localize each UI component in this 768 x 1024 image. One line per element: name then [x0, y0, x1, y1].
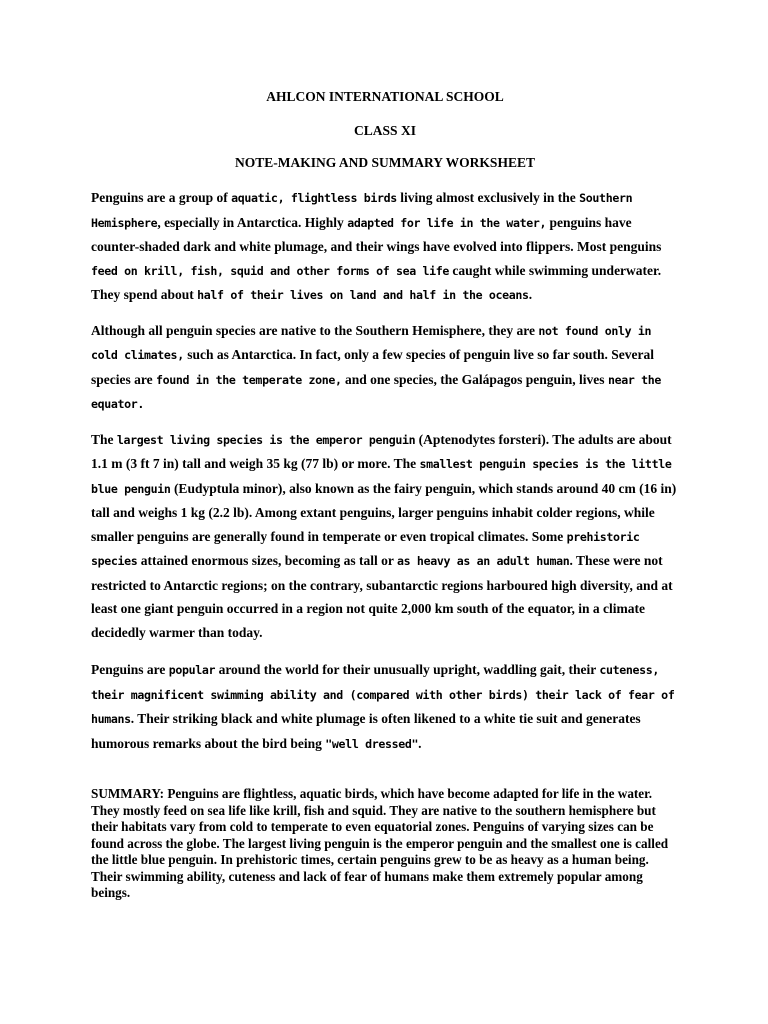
paragraph-distribution	[91, 319, 679, 417]
highlighted-phrase: adapted for life in the water,	[347, 215, 547, 230]
body-text: and one species, the Galápagos penguin, lives	[341, 371, 608, 387]
highlighted-phrase: "well dressed"	[325, 736, 419, 751]
highlighted-phrase: aquatic, flightless birds	[231, 191, 397, 205]
body-text: attained enormous sizes, becoming as tall or	[137, 553, 398, 568]
highlighted-phrase: feed on krill, fish, squid and other forms of sea life	[91, 263, 450, 278]
body-text: (Eudyptula minor), also known as the fairy penguin, which stands around 40 cm (16 in) tall and weighs 1 kg (2.2 lb). Among extant penguins, larger penguins inhabit colder regions, while smaller penguins are generally found in temperate or even tropical climates. Some	[91, 480, 677, 544]
body-text: . These were not restricted to Antarctic regions; on the contrary, subantarctic regions harboured high diversity, and at least one giant penguin occurred in a region not quite 2,000 km south of the equator, in a climate decidedly warmer than today.	[91, 553, 673, 640]
paragraph-popularity	[91, 658, 679, 756]
paragraph-diet-habitat	[91, 186, 679, 308]
worksheet-page	[91, 88, 679, 902]
highlighted-phrase: popular	[168, 663, 216, 677]
body-text: Penguins are	[91, 662, 169, 677]
body-text: caught while swimming underwater. They spend about	[91, 262, 662, 302]
highlighted-phrase: smallest penguin species is the little blue penguin	[91, 457, 672, 496]
body-text: , especially in Antarctica. Highly	[157, 214, 348, 230]
highlighted-phrase: prehistoric species	[91, 529, 640, 568]
body-text: The	[91, 431, 117, 447]
highlighted-phrase: found in the temperate zone,	[155, 372, 342, 387]
highlighted-phrase: half of their lives on land and half in the oceans	[197, 288, 529, 302]
summary-text: SUMMARY: Penguins are flightless, aquatic birds, which have become adapted for life in the water. They mostly feed on sea life like krill, fish and squid. They are native to the southern hemisphere but their habitats vary from cold to temperate to even equatorial zones. Penguins of varying sizes can be found across the globe. The largest living penguin is the emperor penguin and the smallest one is called the little blue penguin. In prehistoric times, certain penguins grew to be as heavy as a human being. Their swimming ability, cuteness and lack of fear of humans make them extremely popular among beings.	[91, 786, 669, 900]
body-text: .	[418, 735, 422, 751]
highlighted-phrase: Southern Hemisphere	[91, 191, 633, 230]
school-name: AHLCON INTERNATIONAL SCHOOL	[266, 89, 504, 104]
body-text: Although all penguin species are native to the Southern Hemisphere, they are	[91, 322, 539, 338]
body-text: .	[528, 287, 533, 302]
highlighted-phrase: near the equator.	[91, 372, 661, 411]
body-text: (Aptenodytes forsteri). The adults are about 1.1 m (3 ft 7 in) tall and weigh 35 kg (77 lb) or more. The	[91, 431, 672, 471]
highlighted-phrase: as heavy as an adult human	[397, 554, 570, 568]
body-text: . Their striking black and white plumage is often likened to a white tie suit and generates humorous remarks about the bird being	[91, 711, 641, 751]
worksheet-title: NOTE-MAKING AND SUMMARY WORKSHEET	[235, 155, 535, 170]
body-text: Penguins are a group of	[91, 190, 232, 205]
paragraph-species-size	[91, 428, 679, 645]
body-text: around the world for their unusually upright, waddling gait, their	[215, 662, 600, 677]
highlighted-phrase: cuteness, their magnificent swimming ability and (compared with other birds) their lack of fear of humans	[91, 663, 675, 726]
body-text: penguins have counter-shaded dark and white plumage, and their wings have evolved into flippers. Most penguins	[91, 214, 662, 254]
body-text: such as Antarctica. In fact, only a few species of penguin live so far south. Several species are	[91, 347, 654, 387]
body-text: living almost exclusively in the	[396, 190, 580, 205]
class-label: CLASS XI	[354, 123, 416, 138]
highlighted-phrase: not found only in cold climates,	[91, 323, 652, 362]
highlighted-phrase: largest living species is the emperor penguin	[116, 432, 416, 447]
